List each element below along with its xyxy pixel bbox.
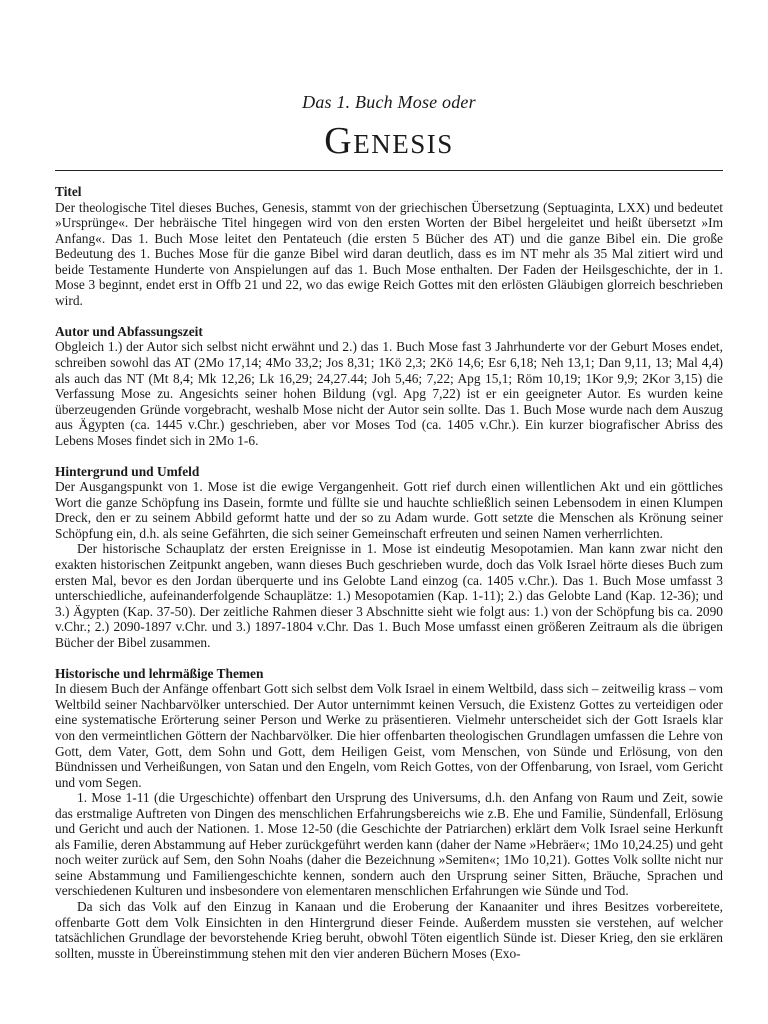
paragraph: Der theologische Titel dieses Buches, Genesis, stammt von der griechischen Übersetzung (Septuaginta, LXX) und bedeutet »Ursprünge«. Der hebräische Titel hingegen wird von den ersten Worten der Bibel hergeleitet und heißt übersetzt »Im Anfang«. Das 1. Buch Mose leitet den Pentateuch (die ersten 5 Bücher des AT) und die ganze Bibel ein. Die große Bedeutung des 1. Buches Mose für die ganze Bibel wird daran deutlich, dass es im NT mehr als 35 Mal zitiert wird und beide Testamente Hunderte von Anspielungen auf das 1. Buch Mose enthalten. Der Faden der Heilsgeschichte, der in 1. Mose 3 beginnt, endet erst in Offb 21 und 22, wo das ewige Reich Gottes mit den erlösten Gläubigen glorreich beschrieben wird. bbox=[55, 199, 723, 308]
body-text bbox=[55, 184, 723, 977]
section-titel bbox=[55, 184, 723, 308]
section-autor-und-abfassungszeit bbox=[55, 324, 723, 448]
paragraph: Obgleich 1.) der Autor sich selbst nicht erwähnt und 2.) das 1. Buch Mose fast 3 Jahrhunderte vor der Geburt Moses endet, schreiben sowohl das AT (2Mo 17,14; 4Mo 33,2; Jos 8,31; 1Kö 2,3; 2Kö 14,6; Esr 6,18; Neh 13,1; Dan 9,11, 13; Mal 4,4) als auch das NT (Mt 8,4; Mk 12,26; Lk 16,29; 24,27.44; Joh 5,46; 7,22; Apg 15,1; Röm 10,19; 1Kor 9,9; 2Kor 3,15) die Verfassung Mose zu. Angesichts seiner hohen Bildung (vgl. Apg 7,22) ist er ein geeigneter Autor. Es wurden keine überzeugenden Gründe vorgebracht, weshalb Mose nicht der Autor sein sollte. Das 1. Buch Mose wurde nach dem Auszug aus Ägypten (ca. 1445 v.Chr.) geschrieben, aber vor Moses Tod (ca. 1405 v.Chr.). Ein kurzer biografischer Abriss des Lebens Moses findet sich in 2Mo 1-6. bbox=[55, 339, 723, 448]
paragraph: 1. Mose 1-11 (die Urgeschichte) offenbart den Ursprung des Universums, d.h. den Anfang von Raum und Zeit, sowie das erstmalige Auftreten von Dingen des menschlichen Erfahrungsbereichs wie z.B. Ehe und Familie, Sündenfall, Erlösung und Gericht und auch der Nationen. 1. Mose 12-50 (die Geschichte der Patriarchen) erklärt dem Volk Israel seine Herkunft als Familie, deren Abstammung auf Heber zurückgeführt werden kann (daher der Name »Hebräer«; 1Mo 10,24.25) und geht noch weiter zurück auf Sem, den Sohn Noahs (daher die Bezeichnung »Semiten«; 1Mo 10,21). Gottes Volk sollte nicht nur seine Abstammung und Familiengeschichte kennen, sondern auch den Ursprung seiner Sitten, Bräuche, Sprachen und verschiedenen Kulturen und insbesondere von elementaren menschlichen Erfahrungen wie Sünde und Tod. bbox=[55, 790, 723, 899]
paragraph: Der historische Schauplatz der ersten Ereignisse in 1. Mose ist eindeutig Mesopotamien. Man kann zwar nicht den exakten historischen Zeitpunkt angeben, wann dieses Buch geschrieben wurde, doch das Volk Israel hörte dieses Buch zum ersten Mal, bevor es den Jordan überquerte und ins Gelobte Land einzog (ca. 1405 v.Chr.). Das 1. Buch Mose umfasst 3 unterschiedliche, aufeinanderfolgende Schauplätze: 1.) Mesopotamien (Kap. 1-11); 2.) das Gelobte Land (Kap. 12-36); und 3.) Ägypten (Kap. 37-50). Der zeitliche Rahmen dieser 3 Abschnitte sieht wie folgt aus: 1.) von der Schöpfung bis ca. 2090 v.Chr.; 2.) 2090-1897 v.Chr. und 3.) 1897-1804 v.Chr. Das 1. Buch Mose umfasst einen größeren Zeitraum als die übrigen Bücher der Bibel zusammen. bbox=[55, 541, 723, 650]
book-title: Genesis bbox=[324, 120, 454, 162]
section-heading: Titel bbox=[55, 184, 82, 199]
book-subtitle: Das 1. Buch Mose oder bbox=[302, 92, 476, 112]
section-heading: Historische und lehrmäßige Themen bbox=[55, 665, 264, 681]
section-hintergrund-und-umfeld bbox=[55, 464, 723, 651]
section-historische-und-lehrmaessige-themen bbox=[55, 666, 723, 961]
section-heading: Autor und Abfassungszeit bbox=[55, 323, 203, 339]
title-divider bbox=[55, 170, 723, 171]
paragraph: Da sich das Volk auf den Einzug in Kanaan und die Eroberung der Kanaaniter und ihres Besitzes vorbereitete, offenbarte Gott dem Volk Einsichten in den Hintergrund dieser Feinde. Außerdem mussten sie verstehen, auf welcher tatsächlichen Grundlage der bevorstehende Krieg beruht, obwohl Töten eigentlich Sünde ist. Dieser Krieg, den sie erklären sollten, musste in Übereinstimmung stehen mit den vier anderen Büchern Moses (Exo- bbox=[55, 899, 723, 961]
section-heading: Hintergrund und Umfeld bbox=[55, 463, 200, 479]
paragraph: Der Ausgangspunkt von 1. Mose ist die ewige Vergangenheit. Gott rief durch einen willentlichen Akt und ein göttliches Wort die ganze Schöpfung ins Dasein, formte und füllte sie und hauchte schließlich seinen Lebensodem in einen Klumpen Dreck, den er zu seinem Abbild geformt hatte und der so zu Adam wurde. Gott setzte die Menschen als Krönung seiner Schöpfung ein, d.h. als seine Gefährten, die sich seiner Gemeinschaft erfreuten und seinen Namen verherrlichten. bbox=[55, 479, 723, 541]
paragraph: In diesem Buch der Anfänge offenbart Gott sich selbst dem Volk Israel in einem Weltbild, dass sich – zeitweilig krass – vom Weltbild seiner Nachbarvölker unterschied. Der Autor unternimmt keinen Versuch, die Existenz Gottes zu verteidigen oder eine systematische Erörterung seiner Person und Werke zu präsentieren. Vielmehr unterscheidet sich der Gott Israels klar von den vermeintlichen Göttern der Nachbarvölker. Die hier offenbarten theologischen Grundlagen umfassen die Lehre von Gott, dem Vater, Gott, dem Sohn und Gott, dem Heiligen Geist, vom Menschen, von Sünde und Erlösung, von den Bündnissen und Verheißungen, von Satan und den Engeln, vom Reich Gottes, von der Offenbarung, von Israel, vom Gericht und vom Segen. bbox=[55, 681, 723, 790]
